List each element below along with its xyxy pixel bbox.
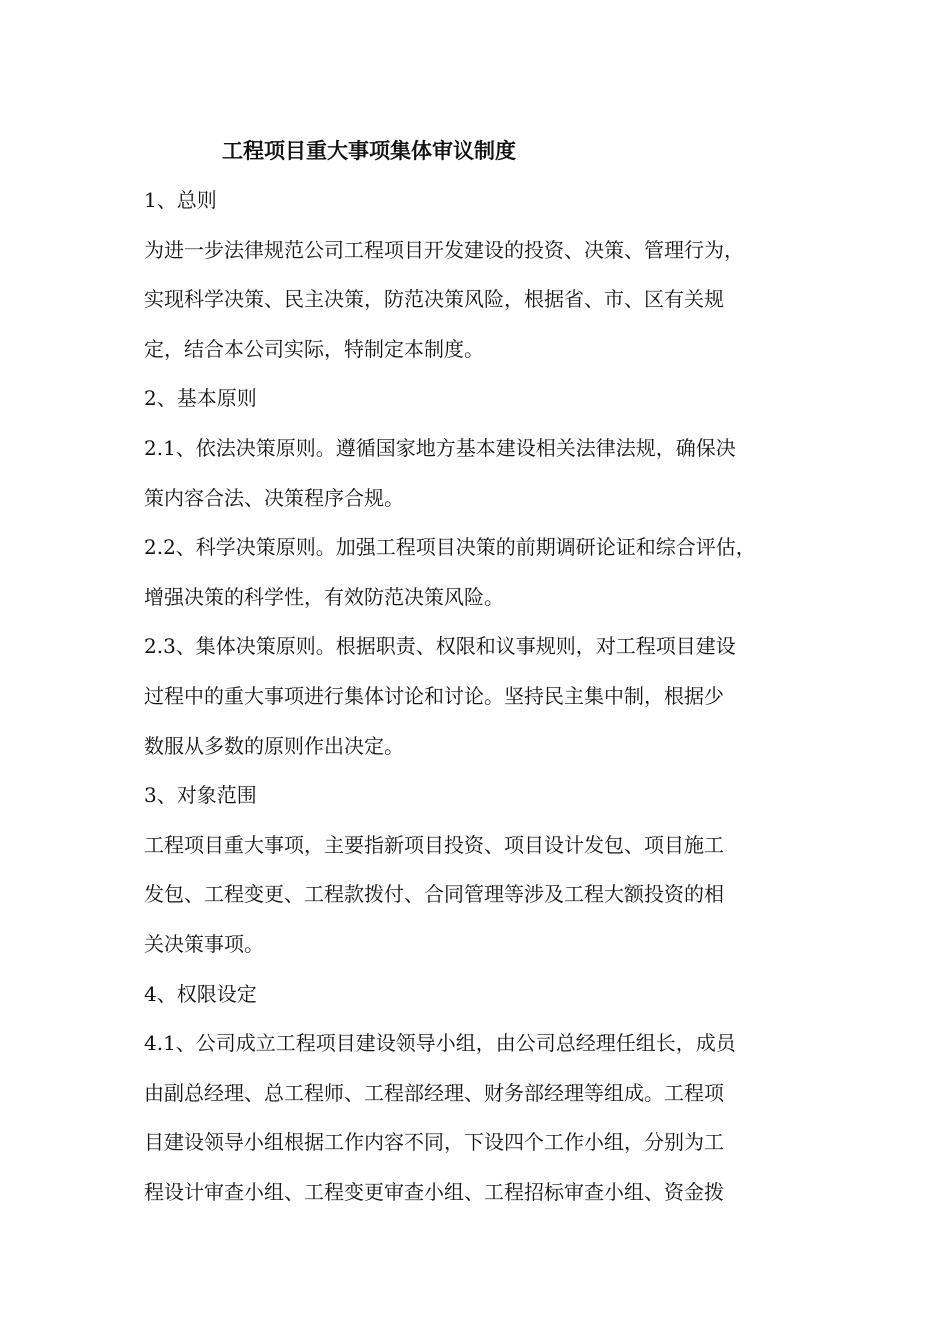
document-body: [144, 183, 844, 1224]
document-title: 工程项目重大事项集体审议制度: [222, 138, 516, 163]
paragraph-line: 发包、工程变更、工程款拨付、合同管理等涉及工程大额投资的相: [144, 882, 724, 907]
paragraph-line: 定，结合本公司实际，特制定本制度。: [144, 336, 484, 361]
section-heading-authority: 4、权限设定: [144, 981, 257, 1006]
paragraph-line: 2.1、依法决策原则。遵循国家地方基本建设相关法律法规，确保决: [144, 435, 736, 460]
paragraph-line: 策内容合法、决策程序合规。: [144, 485, 404, 510]
paragraph-line: 2.2、科学决策原则。加强工程项目决策的前期调研论证和综合评估，: [144, 535, 756, 560]
paragraph-line: 目建设领导小组根据工作内容不同，下设四个工作小组，分别为工: [144, 1130, 724, 1155]
paragraph-line: 由副总经理、总工程师、工程部经理、财务部经理等组成。工程项: [144, 1080, 724, 1105]
paragraph-line: 程设计审查小组、工程变更审查小组、工程招标审查小组、资金拨: [144, 1179, 724, 1204]
paragraph-line: 关决策事项。: [144, 931, 264, 956]
paragraph-line: 实现科学决策、民主决策，防范决策风险，根据省、市、区有关规: [144, 287, 724, 312]
section-heading-principles: 2、基本原则: [144, 386, 257, 411]
paragraph-line: 工程项目重大事项，主要指新项目投资、项目设计发包、项目施工: [144, 832, 724, 857]
paragraph-line: 数服从多数的原则作出决定。: [144, 733, 404, 758]
paragraph-line: 增强决策的科学性，有效防范决策风险。: [144, 584, 504, 609]
section-heading-general: 1、总则: [144, 188, 217, 212]
paragraph-line: 为进一步法律规范公司工程项目开发建设的投资、决策、管理行为，: [144, 237, 744, 262]
section-heading-scope: 3、对象范围: [144, 783, 257, 808]
paragraph-line: 过程中的重大事项进行集体讨论和讨论。坚持民主集中制，根据少: [144, 683, 724, 708]
paragraph-line: 4.1、公司成立工程项目建设领导小组，由公司总经理任组长，成员: [144, 1031, 736, 1056]
paragraph-line: 2.3、集体决策原则。根据职责、权限和议事规则，对工程项目建设: [144, 634, 736, 659]
